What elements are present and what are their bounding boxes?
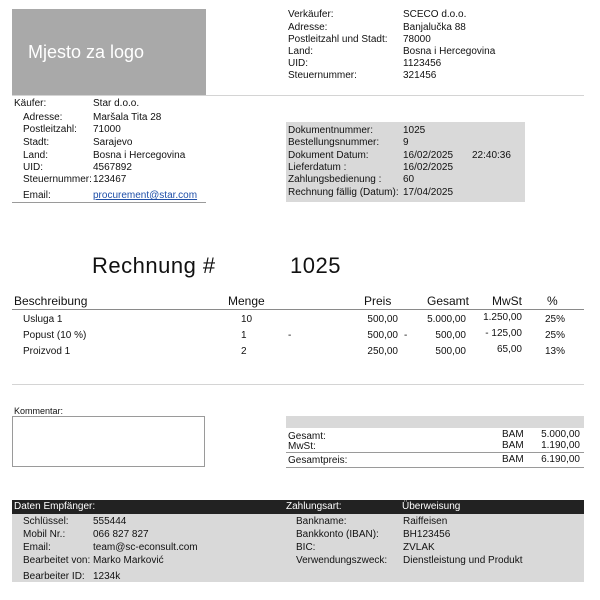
seller-label-4: UID: xyxy=(288,58,308,69)
buyer-underline xyxy=(12,202,206,203)
recipient-value-0: 555444 xyxy=(93,516,127,527)
total-label-2: Gesamtpreis: xyxy=(288,455,348,466)
recipient-label-0: Schlüssel: xyxy=(23,516,69,527)
row-pct: 25% xyxy=(545,314,566,325)
seller-value-2: 78000 xyxy=(403,34,431,45)
totals-divider xyxy=(286,452,584,453)
buyer-value-3: Sarajevo xyxy=(93,137,133,148)
seller-label-2: Postleitzahl und Stadt: xyxy=(288,34,388,45)
total-currency-2: BAM xyxy=(502,454,524,465)
logo-placeholder xyxy=(12,9,206,95)
total-currency-0: BAM xyxy=(502,429,524,440)
row-total: 5.000,00 xyxy=(427,314,466,325)
payment-value-3: Dienstleistung und Produkt xyxy=(403,555,523,566)
buyer-label-1: Adresse: xyxy=(23,112,63,123)
row-pct: 25% xyxy=(545,330,566,341)
payment-label-2: BIC: xyxy=(296,542,316,553)
table-bottom-rule xyxy=(12,384,584,385)
buyer-value-0: Star d.o.o. xyxy=(93,98,140,109)
recipient-label-4: Bearbeiter ID: xyxy=(23,571,85,582)
row-minus-sign: - xyxy=(404,330,408,341)
doc-label-1: Bestellungsnummer: xyxy=(288,137,380,148)
recipient-value-2: team@sc-econsult.com xyxy=(93,542,198,553)
buyer-label-2: Postleitzahl: xyxy=(23,124,77,135)
payment-label-0: Bankname: xyxy=(296,516,347,527)
total-label-1: MwSt: xyxy=(288,441,316,452)
doc-label-5: Rechnung fällig (Datum): xyxy=(288,187,399,198)
doc-value-0: 1025 xyxy=(403,125,426,136)
recipient-header: Daten Empfänger: xyxy=(14,501,96,512)
payment-value-1: BH123456 xyxy=(403,529,451,540)
doc-time: 22:40:36 xyxy=(472,150,511,161)
invoice-title: Rechnung # xyxy=(92,253,216,278)
buyer-value-4: Bosna i Hercegovina xyxy=(93,150,186,161)
payment-label-3: Verwendungszweck: xyxy=(296,555,388,566)
seller-label-0: Verkäufer: xyxy=(288,9,334,20)
row-description: Popust (10 %) xyxy=(23,330,87,341)
row-description: Proizvod 1 xyxy=(23,346,71,357)
row-qty: 2 xyxy=(241,346,247,357)
col-header-description: Beschreibung xyxy=(14,294,88,308)
seller-value-3: Bosna i Hercegovina xyxy=(403,46,496,57)
doc-value-1: 9 xyxy=(403,137,409,148)
total-value-1: 1.190,00 xyxy=(541,440,580,451)
payment-value-2: ZVLAK xyxy=(403,542,435,553)
footer-header-bar xyxy=(12,500,584,514)
total-value-0: 5.000,00 xyxy=(541,429,580,440)
comment-input[interactable] xyxy=(12,416,205,467)
seller-label-1: Adresse: xyxy=(288,22,328,33)
buyer-label-5: UID: xyxy=(23,162,43,173)
doc-value-3: 16/02/2025 xyxy=(403,162,454,173)
row-pct: 13% xyxy=(545,346,566,357)
col-header-qty: Menge xyxy=(228,294,265,308)
payment-label-1: Bankkonto (IBAN): xyxy=(296,529,379,540)
totals-bottom-rule xyxy=(286,467,584,468)
total-value-2: 6.190,00 xyxy=(541,454,580,465)
seller-label-5: Steuernummer: xyxy=(288,70,357,81)
totals-header-strip xyxy=(286,416,584,428)
row-price: 250,00 xyxy=(367,346,398,357)
row-description: Usluga 1 xyxy=(23,314,63,325)
doc-value-2: 16/02/2025 xyxy=(403,150,454,161)
doc-label-0: Dokumentnummer: xyxy=(288,125,374,136)
table-header-rule xyxy=(12,309,584,310)
recipient-label-1: Mobil Nr.: xyxy=(23,529,66,540)
buyer-label-6: Steuernummer: xyxy=(23,174,92,185)
seller-value-5: 321456 xyxy=(403,70,437,81)
row-total: 500,00 xyxy=(435,330,466,341)
header-divider xyxy=(12,95,584,96)
row-minus-sign: - xyxy=(288,330,292,341)
col-header-vat: MwSt xyxy=(492,294,522,308)
buyer-label-7: Email: xyxy=(23,190,51,201)
row-qty: 10 xyxy=(241,314,253,325)
recipient-value-1: 066 827 827 xyxy=(93,529,149,540)
buyer-email-link[interactable]: procurement@star.com xyxy=(93,190,198,201)
recipient-label-2: Email: xyxy=(23,542,51,553)
buyer-value-5: 4567892 xyxy=(93,162,132,173)
recipient-label-3: Bearbeitet von: xyxy=(23,555,91,566)
buyer-value-1: Maršala Tita 28 xyxy=(93,112,162,123)
comment-label: Kommentar: xyxy=(14,406,64,416)
col-header-price: Preis xyxy=(364,294,392,308)
total-label-0: Gesamt: xyxy=(288,431,326,442)
invoice-number: 1025 xyxy=(290,253,341,278)
doc-label-4: Zahlungsbedienung : xyxy=(288,174,382,185)
recipient-value-4: 1234k xyxy=(93,571,121,582)
total-currency-1: BAM xyxy=(502,440,524,451)
doc-value-5: 17/04/2025 xyxy=(403,187,454,198)
recipient-value-3: Marko Marković xyxy=(93,555,164,566)
buyer-label-3: Stadt: xyxy=(23,137,50,148)
row-price: 500,00 xyxy=(367,330,398,341)
seller-label-3: Land: xyxy=(288,46,314,57)
row-qty: 1 xyxy=(241,330,247,341)
row-vat: - 125,00 xyxy=(485,328,522,339)
row-total: 500,00 xyxy=(435,346,466,357)
payment-method-label: Zahlungsart: xyxy=(286,501,342,512)
payment-value-0: Raiffeisen xyxy=(403,516,448,527)
buyer-value-2: 71000 xyxy=(93,124,121,135)
seller-value-4: 1123456 xyxy=(403,58,442,69)
col-header-total: Gesamt xyxy=(427,294,470,308)
col-header-pct: % xyxy=(547,294,558,308)
buyer-label-0: Käufer: xyxy=(14,98,47,109)
doc-label-2: Dokument Datum: xyxy=(288,150,369,161)
seller-value-0: SCECO d.o.o. xyxy=(403,9,467,20)
row-price: 500,00 xyxy=(367,314,398,325)
doc-label-3: Lieferdatum : xyxy=(288,162,347,173)
row-vat: 1.250,00 xyxy=(483,312,522,323)
buyer-label-4: Land: xyxy=(23,150,49,161)
buyer-value-6: 123467 xyxy=(93,174,127,185)
seller-value-1: Banjalučka 88 xyxy=(403,22,466,33)
logo-text: Mjesto za logo xyxy=(28,41,145,62)
payment-method-value: Überweisung xyxy=(402,501,461,512)
doc-value-4: 60 xyxy=(403,174,415,185)
row-vat: 65,00 xyxy=(496,344,522,355)
